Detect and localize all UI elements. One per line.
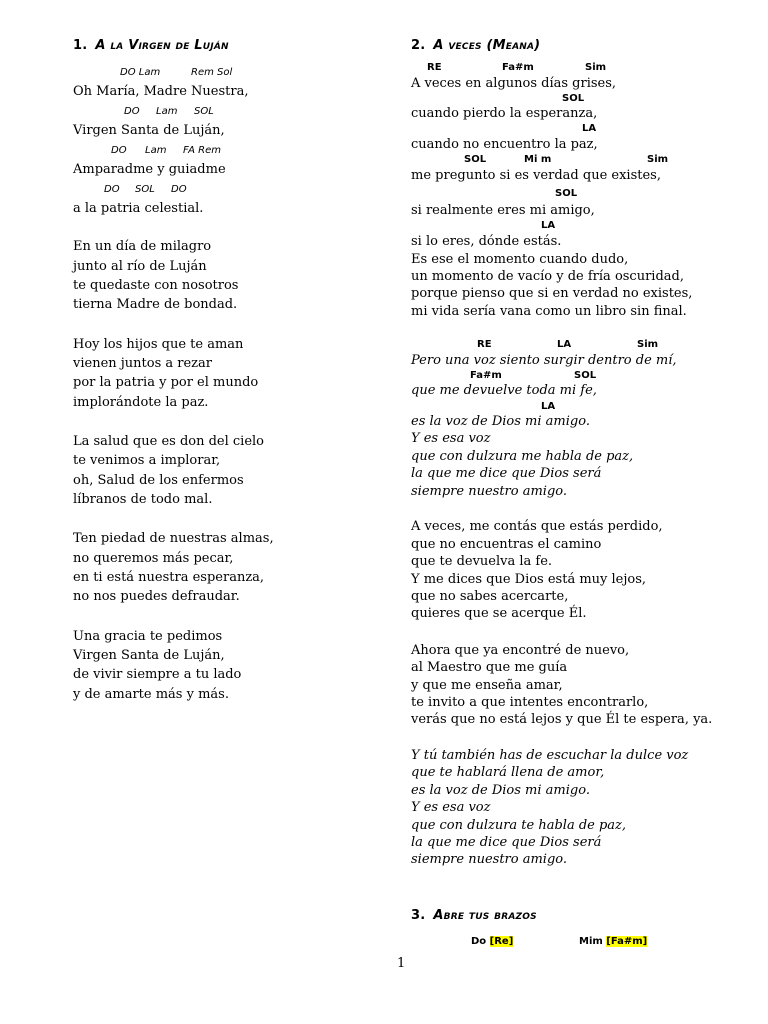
- lyric-line: un momento de vacío y de fría oscuridad,: [411, 269, 684, 284]
- lyric-line: la que me dice que Dios será: [411, 835, 602, 850]
- lyric-line: Pero una voz siento surgir dentro de mí,: [411, 353, 677, 368]
- lyric-line: Amparadme y guiadme: [73, 162, 226, 177]
- lyric-line: cuando pierdo la esperanza,: [411, 106, 598, 121]
- lyric-line: líbranos de todo mal.: [73, 492, 213, 507]
- chord-base: Do: [471, 936, 487, 947]
- lyric-line: que con dulzura me habla de paz,: [411, 449, 634, 464]
- chord: Lam: [145, 145, 167, 156]
- chord: [579, 936, 647, 947]
- lyric-line: junto al río de Luján: [73, 259, 207, 274]
- lyric-line: En un día de milagro: [73, 239, 212, 254]
- chord: LA: [541, 220, 556, 231]
- chord: DO Lam: [120, 67, 161, 78]
- song-3-title: [411, 908, 537, 923]
- lyric-line: que me devuelve toda mi fe,: [411, 383, 597, 398]
- chord: RE: [477, 339, 492, 350]
- lyric-line: no queremos más pecar,: [73, 551, 234, 566]
- chord: Lam: [156, 106, 178, 117]
- lyric-line: Virgen Santa de Luján,: [73, 123, 225, 138]
- chord: DO: [111, 145, 127, 156]
- lyric-line: que no sabes acercarte,: [411, 589, 569, 604]
- chord: LA: [541, 401, 556, 412]
- song-1-title: [73, 38, 229, 53]
- lyric-line: siempre nuestro amigo.: [411, 484, 568, 499]
- lyric-line: Y tú también has de escuchar la dulce voz: [411, 748, 689, 763]
- lyric-line: te invito a que intentes encontrarlo,: [411, 695, 649, 710]
- chord: Sim: [637, 339, 659, 350]
- lyric-line: oh, Salud de los enfermos: [73, 473, 244, 488]
- lyric-line: te quedaste con nosotros: [73, 278, 239, 293]
- chord: SOL: [135, 184, 155, 195]
- lyric-line: vienen juntos a rezar: [73, 356, 213, 371]
- lyric-line: porque pienso que si en verdad no existes,: [411, 286, 693, 301]
- chord: LA: [557, 339, 572, 350]
- lyric-line: es la voz de Dios mi amigo.: [411, 783, 590, 798]
- lyric-line: es la voz de Dios mi amigo.: [411, 414, 590, 429]
- chord: [471, 936, 513, 947]
- chord: DO: [124, 106, 140, 117]
- lyric-line: implorándote la paz.: [73, 395, 209, 410]
- song-1-number: 1.: [73, 38, 88, 53]
- chord: SOL: [562, 93, 585, 104]
- song-2-title-text: A veces (Meana): [433, 38, 541, 53]
- lyric-line: al Maestro que me guía: [411, 660, 568, 675]
- chord: Sim: [585, 62, 607, 73]
- lyric-line: Oh María, Madre Nuestra,: [73, 84, 249, 99]
- lyric-line: Virgen Santa de Luján,: [73, 648, 225, 663]
- lyric-line: que te hablará llena de amor,: [411, 765, 605, 780]
- chord: SOL: [464, 154, 487, 165]
- lyric-line: A veces en algunos días grises,: [411, 76, 617, 91]
- lyric-line: y de amarte más y más.: [73, 687, 229, 702]
- song-3-number: 3.: [411, 908, 426, 923]
- chord: SOL: [555, 188, 578, 199]
- lyric-line: por la patria y por el mundo: [73, 375, 259, 390]
- chord: DO: [104, 184, 120, 195]
- song-3-title-text: Abre tus brazos: [433, 908, 537, 923]
- lyric-line: siempre nuestro amigo.: [411, 852, 568, 867]
- lyric-line: te venimos a implorar,: [73, 453, 221, 468]
- chord: Fa#m: [502, 62, 534, 73]
- chord: RE: [427, 62, 442, 73]
- chord-alt-highlight: [Re]: [489, 936, 514, 947]
- chord-alt-highlight: [Fa#m]: [606, 936, 648, 947]
- lyric-line: que te devuelva la fe.: [411, 554, 553, 569]
- chord: Fa#m: [470, 370, 502, 381]
- lyric-line: y que me enseña amar,: [411, 678, 563, 693]
- lyric-line: a la patria celestial.: [73, 201, 204, 216]
- song-2-title: [411, 38, 540, 53]
- lyric-line: quieres que se acerque Él.: [411, 606, 587, 621]
- chord: SOL: [574, 370, 597, 381]
- lyric-line: en ti está nuestra esperanza,: [73, 570, 265, 585]
- lyric-line: verás que no está lejos y que Él te espera, ya.: [411, 712, 713, 727]
- chord: Mi m: [524, 154, 552, 165]
- lyric-line: La salud que es don del cielo: [73, 434, 265, 449]
- lyric-line: de vivir siempre a tu lado: [73, 667, 242, 682]
- lyric-line: Hoy los hijos que te aman: [73, 337, 244, 352]
- chord: DO: [171, 184, 187, 195]
- chord: FA Rem: [183, 145, 222, 156]
- chord: Rem Sol: [191, 67, 233, 78]
- lyric-line: Y es esa voz: [411, 431, 491, 446]
- lyric-line: Una gracia te pedimos: [73, 629, 223, 644]
- chord: LA: [582, 123, 597, 134]
- lyric-line: que con dulzura te habla de paz,: [411, 818, 627, 833]
- lyric-line: A veces, me contás que estás perdido,: [411, 519, 663, 534]
- lyric-line: si lo eres, dónde estás.: [411, 234, 562, 249]
- lyric-line: la que me dice que Dios será: [411, 466, 602, 481]
- lyric-line: Y es esa voz: [411, 800, 491, 815]
- lyric-line: si realmente eres mi amigo,: [411, 203, 595, 218]
- song-2-number: 2.: [411, 38, 426, 53]
- song-1-title-text: A la Virgen de Luján: [95, 38, 229, 53]
- page-number: 1: [397, 956, 406, 971]
- chord: Sim: [647, 154, 669, 165]
- lyric-line: tierna Madre de bondad.: [73, 297, 238, 312]
- lyric-line: que no encuentras el camino: [411, 537, 602, 552]
- lyric-line: me pregunto si es verdad que existes,: [411, 168, 661, 183]
- lyric-line: mi vida sería vana como un libro sin final.: [411, 304, 687, 319]
- chord-base: Mim: [579, 936, 603, 947]
- lyric-line: Ahora que ya encontré de nuevo,: [411, 643, 630, 658]
- chord: SOL: [194, 106, 214, 117]
- lyric-line: Es ese el momento cuando dudo,: [411, 252, 629, 267]
- lyric-line: no nos puedes defraudar.: [73, 589, 240, 604]
- lyric-line: Y me dices que Dios está muy lejos,: [411, 572, 647, 587]
- lyric-line: Ten piedad de nuestras almas,: [73, 531, 274, 546]
- lyric-line: cuando no encuentro la paz,: [411, 137, 598, 152]
